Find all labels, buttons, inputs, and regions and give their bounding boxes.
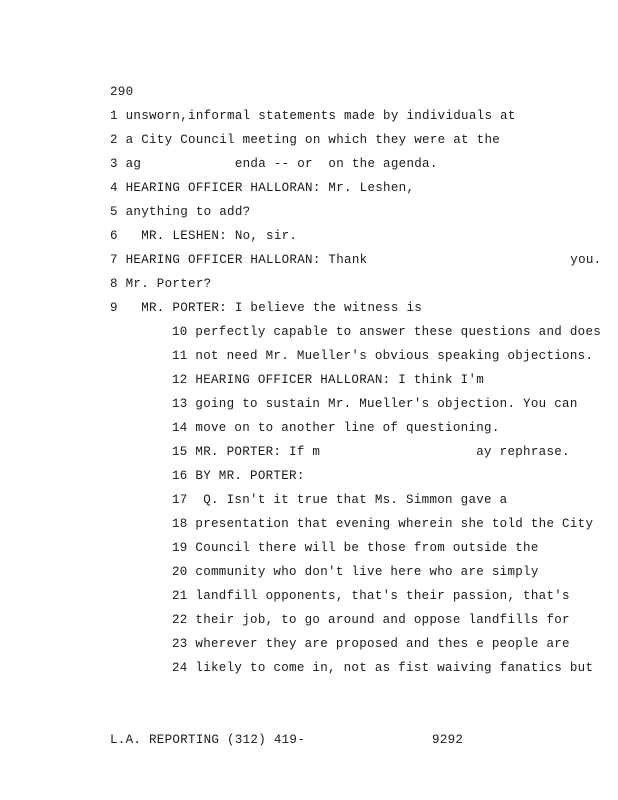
transcript-line-21: 21 landfill opponents, that's their passion, that's [172, 589, 570, 603]
transcript-line-23: 23 wherever they are proposed and thes e people are [172, 637, 570, 651]
transcript-line-2: 2 a City Council meeting on which they were at the [110, 133, 501, 147]
transcript-line-11: 11 not need Mr. Mueller's obvious speaking objections. [172, 349, 594, 363]
transcript-line-7: 7 HEARING OFFICER HALLORAN: Thank you. [110, 253, 602, 267]
transcript-line-10: 10 perfectly capable to answer these questions and does [172, 325, 602, 339]
transcript-line-22: 22 their job, to go around and oppose landfills for [172, 613, 570, 627]
footer-reporter: L.A. REPORTING (312) 419- [110, 733, 306, 747]
page-number: 290 [110, 85, 134, 99]
transcript-line-24: 24 likely to come in, not as fist waiving fanatics but [172, 661, 594, 675]
transcript-line-8: 8 Mr. Porter? [110, 277, 212, 291]
transcript-line-19: 19 Council there will be those from outside the [172, 541, 539, 555]
transcript-line-13: 13 going to sustain Mr. Mueller's objection. You can [172, 397, 578, 411]
transcript-line-14: 14 move on to another line of questioning. [172, 421, 500, 435]
transcript-line-20: 20 community who don't live here who are simply [172, 565, 539, 579]
transcript-line-6: 6 MR. LESHEN: No, sir. [110, 229, 298, 243]
transcript-line-4: 4 HEARING OFFICER HALLORAN: Mr. Leshen, [110, 181, 415, 195]
transcript-line-17: 17 Q. Isn't it true that Ms. Simmon gave a [172, 493, 508, 507]
transcript-line-5: 5 anything to add? [110, 205, 251, 219]
transcript-line-18: 18 presentation that evening wherein she told the City [172, 517, 594, 531]
transcript-line-15: 15 MR. PORTER: If m ay rephrase. [172, 445, 570, 459]
transcript-line-9: 9 MR. PORTER: I believe the witness is [110, 301, 423, 315]
transcript-line-1: 1 unsworn,informal statements made by individuals at [110, 109, 516, 123]
transcript-line-12: 12 HEARING OFFICER HALLORAN: I think I'm [172, 373, 485, 387]
transcript-line-3: 3 ag enda -- or on the agenda. [110, 157, 438, 171]
footer-phone-number: 9292 [432, 733, 464, 747]
transcript-line-16: 16 BY MR. PORTER: [172, 469, 305, 483]
